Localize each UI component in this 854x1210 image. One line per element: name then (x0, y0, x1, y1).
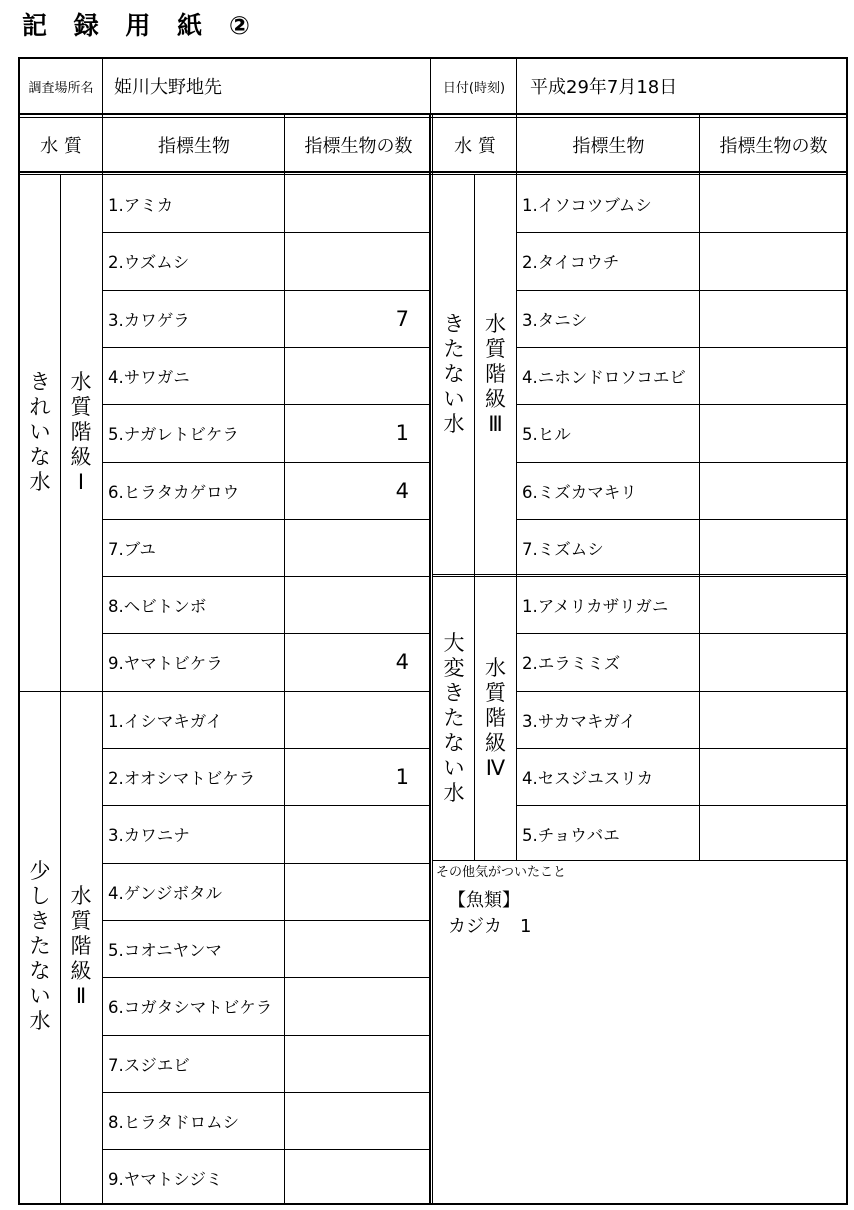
organism-count[interactable] (285, 175, 429, 232)
notes-category[interactable]: 【魚類】 (448, 890, 520, 911)
group-clean-class: 水 質 階 級 Ⅰ (70, 369, 92, 494)
organism-name: 4.ゲンジボタル (108, 883, 223, 903)
organism-count[interactable] (285, 1149, 429, 1206)
organism-name: 2.ウズムシ (108, 252, 190, 272)
organism-count[interactable] (700, 748, 846, 805)
organism-count[interactable]: 1 (395, 420, 409, 445)
organism-name: 4.ニホンドロソコエビ (522, 367, 686, 387)
organism-count[interactable] (700, 519, 846, 576)
organism-name: 3.タニシ (522, 310, 588, 330)
group-slightly-dirty-label: 少 し き た な い 水 (29, 859, 51, 1033)
organism-name: 1.イソコツブムシ (522, 195, 652, 215)
organism-count[interactable] (700, 805, 846, 862)
organism-name: 1.アミカ (108, 195, 174, 215)
organism-name: 6.ヒラタカゲロウ (108, 482, 240, 502)
location-value[interactable]: 姫川大野地先 (114, 77, 222, 98)
grid-line (18, 113, 848, 115)
notes-label: その他気がついたこと (436, 865, 567, 880)
grid-line (430, 57, 431, 115)
organism-count[interactable] (700, 633, 846, 690)
organism-name: 8.ヒラタドロムシ (108, 1112, 240, 1132)
organism-count[interactable] (285, 1092, 429, 1149)
organism-name: 7.ミズムシ (522, 539, 604, 559)
header-indicator-count-right: 指標生物の数 (719, 136, 828, 157)
organism-count[interactable] (700, 576, 846, 633)
organism-count[interactable] (700, 691, 846, 748)
organism-name: 4.セスジユスリカ (522, 768, 654, 788)
organism-count[interactable] (700, 175, 846, 232)
organism-name: 3.サカマキガイ (522, 711, 636, 731)
header-indicator-organism-left: 指標生物 (158, 136, 230, 157)
organism-count[interactable]: 1 (395, 764, 409, 789)
grid-line (18, 171, 848, 173)
group-dirty-class: 水 質 階 級 Ⅲ (485, 312, 506, 436)
header-indicator-organism-right: 指標生物 (572, 136, 645, 157)
organism-count[interactable] (285, 576, 429, 633)
organism-name: 1.アメリカザリガニ (522, 596, 669, 616)
header-water-quality-right: 水 質 (454, 136, 496, 157)
organism-name: 2.オオシマトビケラ (108, 768, 256, 788)
header-indicator-count-left: 指標生物の数 (304, 136, 413, 157)
grid-line (432, 115, 433, 1205)
organism-count[interactable]: 4 (395, 478, 409, 503)
grid-line (102, 57, 103, 115)
border-top (18, 57, 848, 59)
organism-count[interactable] (700, 462, 846, 519)
record-sheet (18, 57, 848, 1205)
organism-name: 3.カワゲラ (108, 310, 190, 330)
grid-line (516, 57, 517, 115)
group-very-dirty-label: 大 変 き た な い 水 (443, 630, 465, 805)
organism-count[interactable] (700, 232, 846, 289)
organism-count[interactable] (700, 404, 846, 461)
organism-count[interactable] (285, 347, 429, 404)
organism-name: 3.カワニナ (108, 825, 190, 845)
organism-name: 5.コオニヤンマ (108, 940, 222, 960)
grid-line (429, 115, 431, 1205)
organism-name: 4.サワガニ (108, 367, 190, 387)
organism-name: 9.ヤマトビケラ (108, 653, 223, 673)
organism-name: 7.ブユ (108, 539, 156, 559)
organism-name: 1.イシマキガイ (108, 711, 223, 731)
organism-count[interactable]: 4 (395, 649, 409, 674)
organism-count[interactable] (700, 290, 846, 347)
notes-entry[interactable]: カジカ 1 (448, 916, 532, 937)
organism-count[interactable] (285, 863, 429, 920)
group-slightly-dirty-class: 水 質 階 級 Ⅱ (70, 884, 92, 1008)
organism-name: 2.エラミミズ (522, 653, 621, 673)
organism-name: 9.ヤマトシジミ (108, 1169, 223, 1189)
organism-count[interactable]: 7 (395, 306, 409, 331)
organism-count[interactable] (285, 691, 429, 748)
organism-name: 6.ミズカマキリ (522, 482, 637, 502)
date-label: 日付(時刻) (442, 80, 506, 96)
grid-line (60, 175, 61, 1205)
organism-name: 5.チョウバエ (522, 825, 620, 845)
group-clean-label: き れ い な 水 (29, 369, 51, 494)
page-title: 記 録 用 紙 ② (22, 11, 259, 40)
organism-name: 2.タイコウチ (522, 252, 620, 272)
header-water-quality-left: 水 質 (40, 136, 82, 157)
organism-count[interactable] (285, 920, 429, 977)
grid-line (18, 117, 848, 118)
border-left (18, 57, 20, 1205)
organism-name: 6.コガタシマトビケラ (108, 997, 273, 1017)
grid-line (102, 115, 103, 1205)
organism-name: 5.ナガレトビケラ (108, 424, 239, 444)
organism-name: 7.スジエビ (108, 1055, 190, 1075)
organism-count[interactable] (285, 1035, 429, 1092)
location-label: 調査場所名 (28, 80, 94, 96)
organism-count[interactable] (700, 347, 846, 404)
border-right (846, 57, 848, 1205)
group-dirty-label: き た な い 水 (443, 312, 465, 436)
organism-count[interactable] (285, 232, 429, 289)
grid-line (474, 175, 475, 860)
date-value[interactable]: 平成29年7月18日 (530, 77, 678, 98)
organism-name: 8.ヘビトンボ (108, 596, 207, 616)
organism-count[interactable] (285, 805, 429, 862)
group-very-dirty-class: 水 質 階 級 Ⅳ (485, 655, 506, 780)
organism-count[interactable] (285, 519, 429, 576)
organism-count[interactable] (285, 977, 429, 1034)
organism-name: 5.ヒル (522, 424, 571, 444)
